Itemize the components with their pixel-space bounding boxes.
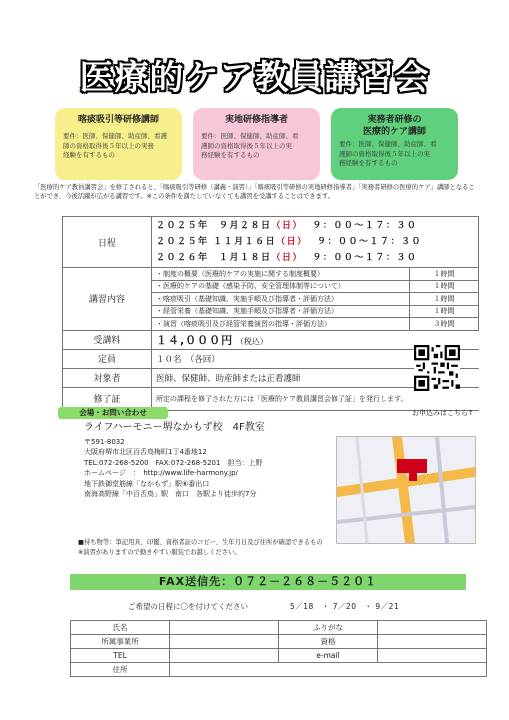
schedule-date-row: ２０２６年 １月１８日（日） ９：００～１７：３０ — [156, 253, 418, 263]
target-label: 対象者 — [63, 368, 152, 387]
completion-label: 修了証 — [63, 387, 152, 410]
form-field-office[interactable] — [170, 635, 279, 649]
role-requirement: 要件：医師、保健師、助産師、看護 師の資格取得後５年以上の実務 経験を有するもの — [63, 132, 167, 159]
content-item: ・演習（喀痰吸引及び経管栄養演習の指導・評価方法） — [152, 318, 410, 331]
application-form — [70, 620, 487, 677]
contact-access-nankai: 南海高野線「中百舌鳥」駅 南口 各駅より徒歩約7分 — [84, 490, 257, 498]
form-field-name[interactable] — [170, 621, 279, 635]
form-label-name: 氏名 — [71, 621, 170, 635]
form-label-office: 所属事業所 — [71, 635, 170, 649]
schedule-date-row: ２０２５年 １１月１６日（日） ９：００～１７：３０ — [156, 237, 422, 247]
role-requirement: 要件：医師、保健師、助産師、看 護師の資格取得後５年以上の実 務経験を有するもの — [339, 140, 437, 167]
content-item: ・経管栄養（基礎知識、実施手順及び指導者・評価方法） — [152, 305, 410, 318]
location-map — [336, 436, 476, 544]
role-box-kakutan-lecturer — [55, 108, 182, 180]
content-hours: １時間 — [410, 305, 479, 318]
role-requirement: 要件：医師、保健師、助産師、看 護師の資格取得後５年以上の実 務経験を有するもの — [201, 132, 299, 159]
contact-header: 会場・お問い合わせ — [58, 407, 168, 419]
form-label-email: e-mail — [279, 649, 378, 663]
role-name: 実務者研修の 医療的ケア講師 — [362, 115, 426, 137]
form-label-qualification: 資格 — [279, 635, 378, 649]
page-title: 医療的ケア教員講習会 — [79, 58, 430, 98]
note-clothing: ※演習がありますので動きやすい服装でお越しください。 — [78, 548, 241, 556]
contact-phone: TEL:072-268-5200 FAX:072-268-5201 担当：上野 — [84, 458, 263, 467]
content-label: 講習内容 — [63, 268, 152, 331]
role-name: 喀痰吸引等研修講師 — [77, 115, 159, 125]
content-item: ・制度の概要（医療的ケアの実施に関する制度概要） — [152, 268, 410, 281]
schedule-label: 日程 — [63, 217, 152, 268]
schedule-dates — [152, 217, 479, 268]
form-label-furigana: ふりがな — [279, 621, 378, 635]
content-item: ・医療的ケアの基礎（感染予防、安全管理体制等について） — [152, 280, 410, 293]
capacity-label: 定員 — [63, 349, 152, 368]
fax-banner: FAX送信先：０７２－２６８－５２０１ — [70, 574, 466, 590]
form-field-furigana[interactable] — [378, 621, 487, 635]
fee-value: １４,０００円 （税込） — [152, 330, 479, 349]
capacity-value: １０名 （各回） — [152, 349, 479, 368]
completion-value: 所定の課程を修了された方には「医療的ケア教員講習会修了証」を発行します。 — [152, 387, 479, 410]
role-box-medical-care-lecturer — [331, 108, 458, 180]
role-box-practical-instructor — [193, 108, 320, 180]
note-bring-items: ■持ち物等：筆記用具、印鑑、資格者証のコピー、生年月日及び住所が確認できるもの — [78, 539, 323, 546]
contact-info — [84, 423, 265, 500]
form-field-tel[interactable] — [170, 649, 279, 663]
content-hours: ３時間 — [410, 318, 479, 331]
form-label-tel: TEL — [71, 649, 170, 663]
form-field-qualification[interactable] — [378, 635, 487, 649]
form-field-email[interactable] — [378, 649, 487, 663]
qr-label: お申込みはこちら↑ — [412, 409, 474, 417]
role-name: 実地研修指導者 — [224, 115, 288, 125]
contact-access-subway: 地下鉄御堂筋線「なかもず」駅⑥番出口 — [84, 479, 210, 488]
content-item: ・喀痰吸引（基礎知識、実施手順及び指導者・評価方法） — [152, 293, 410, 306]
contact-homepage-link[interactable]: ホームページ ： http://www.life-harmony.jp/ — [84, 469, 238, 477]
form-field-address[interactable] — [170, 663, 487, 677]
target-value: 医師、保健師、助産師または正看護師 — [152, 368, 479, 387]
schedule-date-row: ２０２５年 ９月２８日（日） ９：００～１７：３０ — [156, 221, 418, 231]
date-options[interactable]: 5／18 ・ 7／20 ・ 9／21 — [290, 602, 400, 611]
form-label-address: 住所 — [71, 663, 170, 677]
qr-code-icon[interactable] — [414, 345, 460, 391]
intro-text: 「医療的ケア教員講習会」を修了されると、「喀痰吸引等研修（講義・演習）」「喀痰吸引等研修の実地研修指導者」「実務者研修の医療的ケア」講師となることができ、今後活躍が広がる講習です。※この条件を満たしていなくても講習を受講することはできます。 — [34, 184, 475, 200]
date-instruction: ご希望の日程に〇を付けてください — [128, 602, 248, 611]
school-name: ライフハーモニー堺なかもず校 4F教室 — [84, 422, 265, 433]
contact-postal: 〒591-8032 — [84, 437, 125, 446]
notes — [78, 538, 323, 557]
fee-label: 受講料 — [63, 330, 152, 349]
content-hours: １時間 — [410, 293, 479, 306]
content-hours: １時間 — [410, 280, 479, 293]
contact-address: 大阪府堺市北区百舌鳥梅町1丁4番地12 — [84, 448, 207, 456]
content-hours: １時間 — [410, 268, 479, 281]
